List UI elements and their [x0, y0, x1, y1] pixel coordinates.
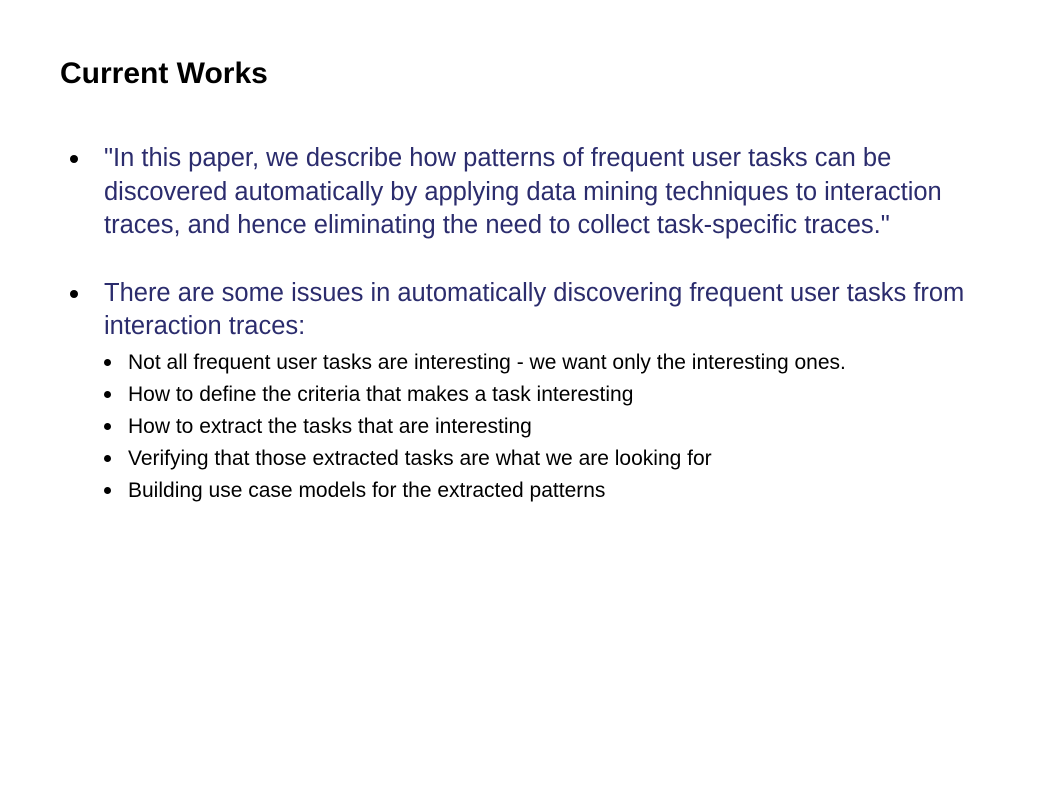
sub-bullet-item — [104, 412, 988, 441]
bullet-text: "In this paper, we describe how patterns of frequent user tasks can be discovered automatically by applying data mining techniques to interaction traces, and hence eliminating the need to collect task-specific traces." — [104, 144, 942, 239]
sub-bullet-text: How to extract the tasks that are interesting — [128, 414, 532, 438]
sub-bullet-dot-icon — [104, 455, 111, 462]
bullet-dot-icon — [70, 155, 78, 163]
bullet-list — [68, 142, 988, 539]
sub-bullet-list — [104, 348, 988, 505]
sub-bullet-dot-icon — [104, 423, 111, 430]
sub-bullet-text: Verifying that those extracted tasks are what we are looking for — [128, 446, 712, 470]
sub-bullet-item — [104, 444, 988, 473]
sub-bullet-dot-icon — [104, 391, 111, 398]
sub-bullet-text: Not all frequent user tasks are interesting - we want only the interesting ones. — [128, 350, 846, 374]
slide-title: Current Works — [60, 57, 268, 90]
sub-bullet-item — [104, 348, 988, 377]
sub-bullet-item — [104, 476, 988, 505]
sub-bullet-dot-icon — [104, 487, 111, 494]
sub-bullet-item — [104, 380, 988, 409]
bullet-text: There are some issues in automatically discovering frequent user tasks from interaction traces: — [104, 278, 965, 340]
sub-bullet-text: How to define the criteria that makes a task interesting — [128, 382, 634, 406]
sub-bullet-dot-icon — [104, 359, 111, 366]
sub-bullet-text: Building use case models for the extracted patterns — [128, 478, 606, 502]
bullet-item — [68, 277, 988, 505]
bullet-item — [68, 142, 988, 243]
bullet-dot-icon — [70, 290, 78, 298]
